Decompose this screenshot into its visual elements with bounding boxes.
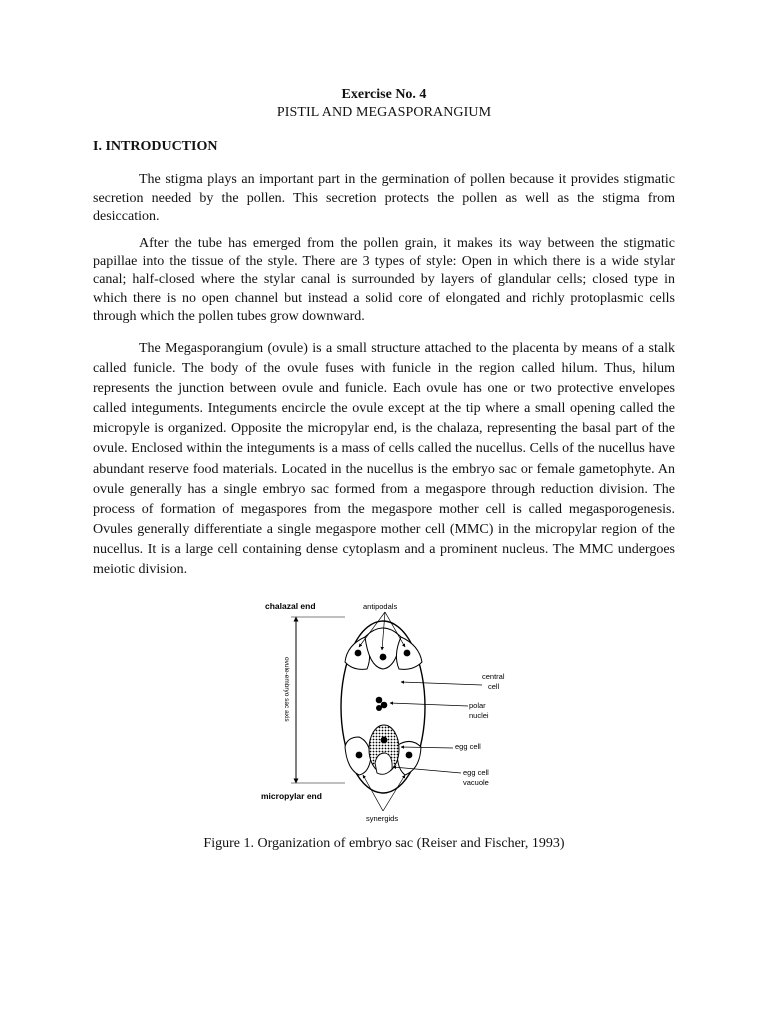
central-cell-label-2: cell (488, 682, 500, 691)
paragraph-stigma: The stigma plays an important part in the germination of pollen because it provides stigmatic secretion needed by the pollen. This secretion protects the pollen as well as the stigma from desiccation. (93, 172, 675, 224)
synergid-nucleus (356, 752, 363, 759)
chalazal-end-label: chalazal end (265, 601, 316, 611)
egg-cell-vacuole-label: egg cell (463, 768, 489, 777)
exercise-subtitle: PISTIL AND MEGASPORANGIUM (276, 105, 492, 120)
paragraph-megasporangium: The Megasporangium (ovule) is a small structure attached to the placenta by means of a stalk called funicle. The body of the ovule fuses with funicle in the region called hilum. Thus, hilum represents the junction between ovule and funicle. Each ovule has one or two protective envelopes called integuments. Integuments encircle the ovule except at the tip where a small opening called the micropyle is organized. Opposite the micropylar end, is the chalaza, representing the basal part of the ovule. Enclosed within the integuments is a mass of cells called the nucellus. Cells of the nucellus have abundant reserve food materials. Located in the nucellus is the embryo sac or female gametophyte. An ovule generally has a single embryo sac formed from a megaspore through reduction division. The process of formation of megaspores from the megaspore mother cell is called megasporogenesis. Ovules generally differentiate a single megaspore mother cell (MMC) in the micropylar region of the nucellus. It is a large cell containing dense cytoplasm and a prominent nucleus. The MMC undergoes meiotic division. (93, 341, 675, 578)
egg-cell-vacuole (375, 753, 392, 774)
polar-nuclei-label: polar (469, 701, 486, 710)
axis-label: ovule-embryo sac axis (283, 657, 290, 722)
antipodal-nucleus (380, 654, 387, 661)
section-heading: I. INTRODUCTION (93, 139, 218, 154)
paragraph-style-types: After the tube has emerged from the pollen grain, it makes its way between the stigmatic papillae into the tissue of the style. There are 3 types of style: Open in which there is a wide stylar canal; half-closed where the stylar canal is surrounded by layers of glandular cells; closed type in which there is no open channel but instead a solid core of elongated and richly protoplasmic cells through which the pollen tubes grow downward. (93, 236, 675, 324)
synergid-nucleus (406, 752, 413, 759)
antipodal-nucleus (355, 650, 362, 657)
synergids-label: synergids (366, 814, 399, 823)
micropylar-end-label: micropylar end (261, 791, 322, 801)
exercise-title: Exercise No. 4 (341, 87, 427, 102)
polar-nucleus (376, 697, 383, 704)
egg-cell-vacuole-label-2: vacuole (463, 778, 489, 787)
polar-nuclei-label-2: nuclei (469, 711, 489, 720)
antipodal-nucleus (404, 650, 411, 657)
polar-nucleus (376, 705, 382, 711)
egg-nucleus (381, 737, 388, 744)
antipodals-label: antipodals (363, 602, 398, 611)
embryo-sac-figure (255, 597, 535, 827)
egg-cell-label: egg cell (455, 742, 481, 751)
central-cell-label: central (482, 672, 505, 681)
figure-caption: Figure 1. Organization of embryo sac (Reiser and Fischer, 1993) (203, 836, 565, 851)
